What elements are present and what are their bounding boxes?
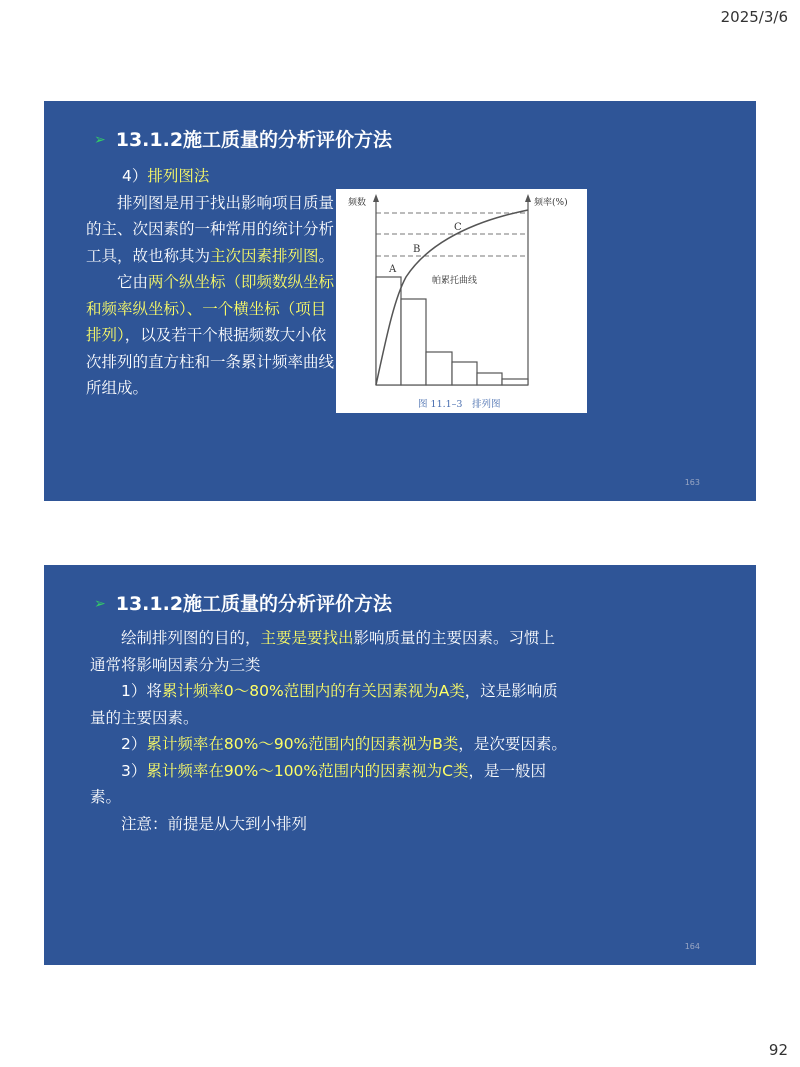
slide-number: 164 [684,942,700,951]
p2-highlight: 累计频率0～80%范围内的有关因素视为A类 [161,682,465,700]
item-heading-prefix: 4） [122,167,148,185]
bar-4 [452,362,477,385]
page-number: 92 [768,1041,788,1059]
slide-164 [44,565,756,965]
arrowhead-bullet-icon: ➢ [94,596,106,612]
curve-label: 帕累托曲线 [432,276,478,286]
slide-number: 163 [684,478,700,487]
label-c: C [454,222,462,233]
item-heading-text: 排列图法 [147,167,210,185]
slide-body [86,163,336,402]
slide-title [94,589,392,616]
page-date: 2025/3/6 [720,8,788,26]
left-axis-arrow [373,194,379,202]
paragraph-5: 注意：前提是从大到小排列 [121,814,308,833]
paragraph-2 [86,269,336,402]
para1-text: 排列图是用于找出影响项目质量的主、次因素的一种常用的统计分析工具，故也称其为 [86,193,335,265]
p3-highlight: 累计频率在80%～90%范围内的因素视为B类 [146,735,459,753]
arrowhead-bullet-icon: ➢ [94,132,106,148]
right-axis-arrow [525,194,531,202]
pareto-chart [336,189,587,413]
p1-end: 影响质量的主要因素。习惯上通常将影响因素分为三类 [90,629,556,674]
bar-2 [401,299,426,385]
bar-3 [426,352,452,385]
para1-end: 。 [318,246,335,265]
slide-body [90,625,570,837]
slide-title-text: 13.1.2施工质量的分析评价方法 [115,129,393,151]
p4-start: 3） [121,761,147,780]
p3-start: 2） [121,735,147,753]
para2-start: 它由 [117,273,149,291]
paragraph-4 [90,758,570,811]
pareto-figure [336,189,587,413]
label-b: B [413,244,421,255]
para2-end: ，以及若干个根据频数大小依次排列的直方柱和一条累计频率曲线所组成。 [86,326,335,397]
bar-6 [502,379,528,385]
p4-highlight: 累计频率在90%～100%范围内的因素视为C类 [146,761,469,780]
paragraph-2 [90,678,570,731]
slide-title-text: 13.1.2施工质量的分析评价方法 [115,593,393,615]
para1-highlight: 主次因素排列图 [210,246,319,265]
p1-highlight: 主要是要找出 [260,629,354,647]
label-a: A [389,264,397,275]
slide-163 [44,101,756,501]
p4-end: ，是一般因素。 [90,761,546,806]
paragraph-1 [86,190,336,270]
figure-caption: 图 11.1–3 排列图 [418,399,501,410]
p1-start: 绘制排列图的目的， [121,629,261,647]
slide-title [94,125,392,152]
left-axis-label: 频数 [348,198,367,208]
p2-start: 1）将 [121,682,162,700]
item-heading [86,163,336,190]
paragraph-1 [90,625,570,678]
para2-highlight: 两个纵坐标（即频数纵坐标和频率纵坐标）、一个横坐标（项目排列） [86,273,335,344]
p2-end: ，这是影响质量的主要因素。 [90,682,558,727]
right-axis-label: 频率(%) [534,198,568,208]
paragraph-3 [90,731,570,758]
p3-end: ，是次要因素。 [458,735,567,753]
bar-5 [477,373,502,385]
